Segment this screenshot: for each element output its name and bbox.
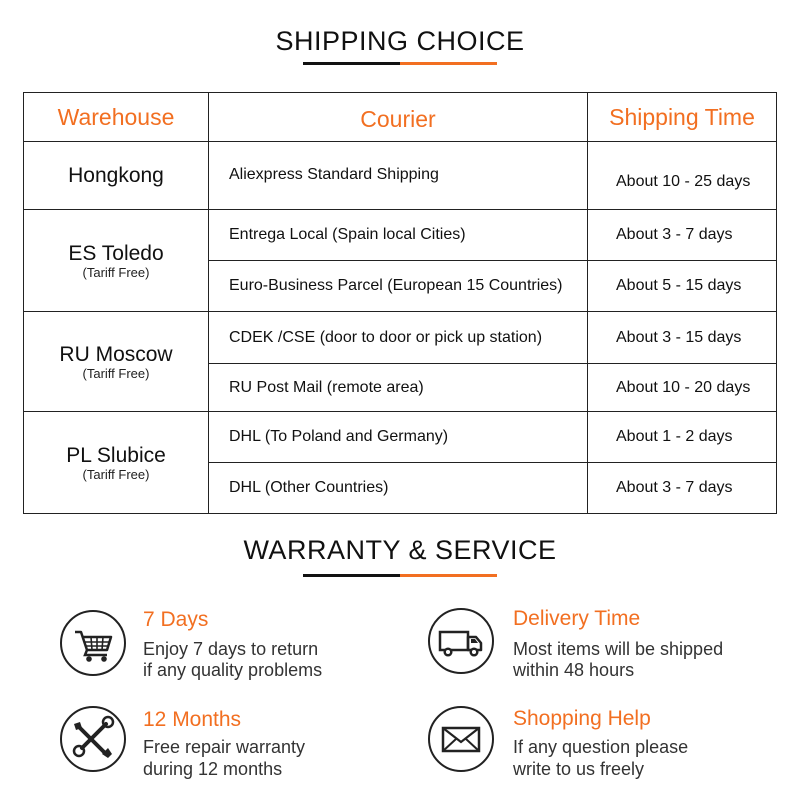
service-title: Delivery Time bbox=[513, 607, 641, 630]
service-title: 7 Days bbox=[143, 608, 209, 631]
warehouse-name: Hongkong bbox=[68, 163, 164, 187]
courier-cell: Entrega Local (Spain local Cities) bbox=[209, 210, 588, 261]
tariff-free-note: (Tariff Free) bbox=[82, 264, 150, 280]
service-description-line: Enjoy 7 days to return bbox=[143, 639, 319, 659]
warranty-title: WARRANTY & SERVICE bbox=[243, 535, 557, 565]
header-warehouse: Warehouse bbox=[24, 93, 209, 142]
warehouse-cell-es-toledo bbox=[24, 210, 209, 312]
shipping-table bbox=[23, 92, 777, 514]
header-shipping-time: Shipping Time bbox=[588, 93, 777, 142]
table-row bbox=[24, 412, 777, 463]
delivery-truck-icon bbox=[428, 608, 494, 674]
time-cell: About 3 - 7 days bbox=[588, 463, 777, 514]
table-row bbox=[24, 312, 777, 364]
time-cell: About 5 - 15 days bbox=[588, 261, 777, 312]
service-description-line: Free repair warranty bbox=[143, 737, 306, 757]
service-description-line: Most items will be shipped bbox=[513, 639, 724, 659]
service-title: Shopping Help bbox=[513, 707, 651, 730]
time-cell: About 10 - 25 days bbox=[588, 142, 777, 210]
warehouse-cell-hongkong bbox=[24, 142, 209, 210]
warranty-title-underline-orange bbox=[400, 574, 497, 577]
table-row bbox=[24, 142, 777, 210]
time-cell: About 3 - 7 days bbox=[588, 210, 777, 261]
time-cell: About 10 - 20 days bbox=[588, 364, 777, 412]
courier-cell: CDEK /CSE (door to door or pick up station) bbox=[209, 312, 588, 364]
time-cell: About 3 - 15 days bbox=[588, 312, 777, 364]
warehouse-cell-ru-moscow bbox=[24, 312, 209, 412]
service-title: 12 Months bbox=[143, 708, 242, 731]
warehouse-name: ES Toledo bbox=[68, 241, 164, 265]
shipping-title-underline-dark bbox=[303, 62, 400, 65]
warehouse-name: RU Moscow bbox=[59, 342, 173, 366]
shopping-cart-icon bbox=[60, 610, 126, 676]
service-description-line: If any question please bbox=[513, 737, 689, 757]
shipping-title-underline-orange bbox=[400, 62, 497, 65]
warranty-title-underline-dark bbox=[303, 574, 400, 577]
service-description-line: within 48 hours bbox=[513, 660, 635, 680]
courier-cell: RU Post Mail (remote area) bbox=[209, 364, 588, 412]
repair-tools-icon bbox=[60, 706, 126, 772]
tariff-free-note: (Tariff Free) bbox=[82, 466, 150, 482]
service-description-line: if any quality problems bbox=[143, 660, 323, 680]
courier-cell: Euro-Business Parcel (European 15 Countries) bbox=[209, 261, 588, 312]
header-courier: Courier bbox=[209, 93, 588, 142]
tariff-free-note: (Tariff Free) bbox=[82, 365, 150, 381]
warehouse-name: PL Slubice bbox=[66, 443, 166, 467]
courier-cell: Aliexpress Standard Shipping bbox=[209, 142, 588, 210]
table-row bbox=[24, 210, 777, 261]
courier-cell: DHL (Other Countries) bbox=[209, 463, 588, 514]
service-description-line: during 12 months bbox=[143, 759, 283, 779]
shipping-title: SHIPPING CHOICE bbox=[275, 26, 525, 56]
time-cell: About 1 - 2 days bbox=[588, 412, 777, 463]
warehouse-cell-pl-slubice bbox=[24, 412, 209, 514]
service-description-line: write to us freely bbox=[513, 759, 645, 779]
table-header-row bbox=[24, 93, 777, 142]
envelope-icon bbox=[428, 706, 494, 772]
courier-cell: DHL (To Poland and Germany) bbox=[209, 412, 588, 463]
